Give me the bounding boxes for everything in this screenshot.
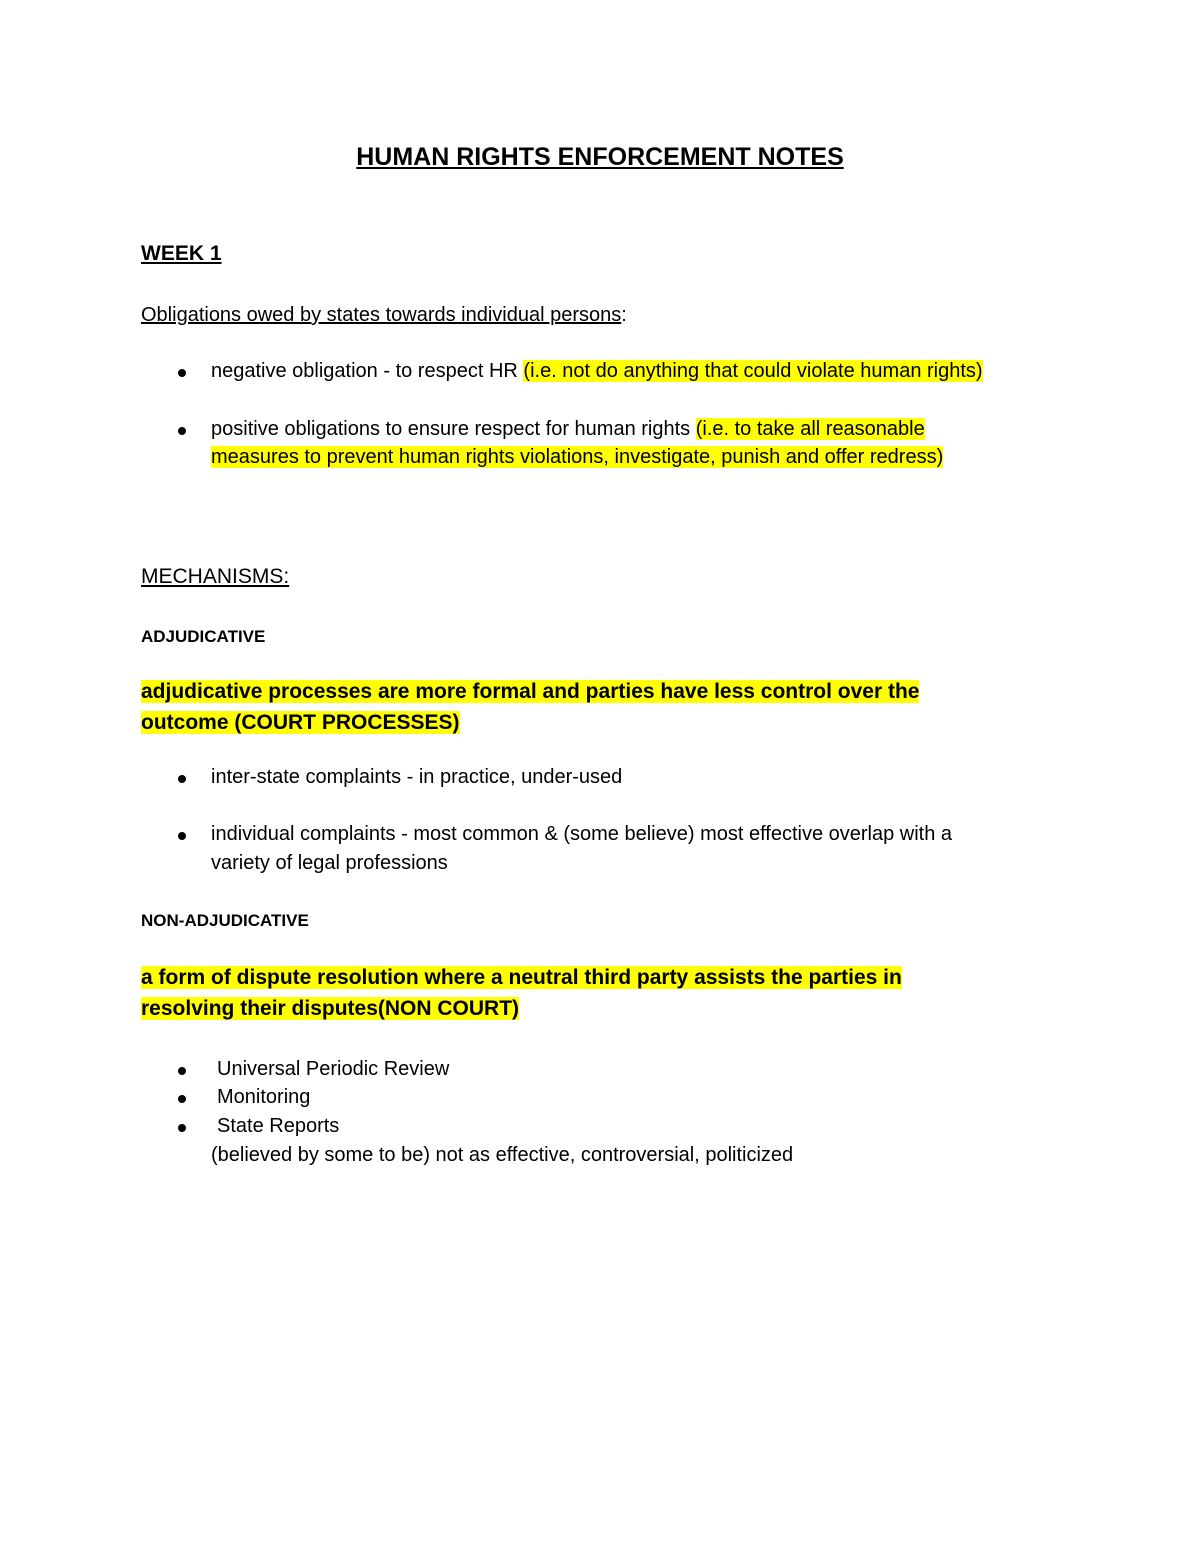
obligation-text: negative obligation - to respect HR	[211, 360, 524, 382]
definition-highlight: a form of dispute resolution where a neutral third party assists the parties in	[141, 966, 902, 989]
obligation-text: positive obligations to ensure respect for human rights	[211, 418, 696, 440]
bullet-dot	[178, 775, 186, 783]
bullet-dot	[178, 1095, 186, 1103]
non-adjudicative-heading: NON-ADJUDICATIVE	[141, 911, 309, 930]
obligation-item-positive	[211, 415, 925, 443]
adjudicative-definition	[141, 676, 919, 707]
adjudicative-definition-continued	[141, 707, 460, 738]
non-adjudicative-definition-continued	[141, 993, 519, 1024]
obligations-heading-colon: :	[621, 304, 627, 326]
adjudicative-heading: ADJUDICATIVE	[141, 627, 266, 646]
obligation-item-positive-continued	[211, 443, 943, 471]
definition-highlight: adjudicative processes are more formal and parties have less control over the	[141, 680, 920, 703]
obligations-heading	[141, 301, 627, 329]
obligations-heading-text: Obligations owed by states towards individual persons	[141, 304, 622, 326]
bullet-dot	[178, 427, 186, 435]
bullet-dot	[178, 1124, 186, 1132]
definition-highlight: outcome (COURT PROCESSES)	[141, 711, 460, 734]
definition-highlight: resolving their disputes(NON COURT)	[141, 997, 520, 1020]
adjudicative-item-continued: variety of legal professions	[211, 852, 448, 874]
bullet-dot	[178, 832, 186, 840]
bullet-dot	[178, 369, 186, 377]
obligation-highlight: (i.e. not do anything that could violate human rights)	[523, 360, 983, 382]
non-adjudicative-item: Universal Periodic Review	[217, 1058, 450, 1080]
adjudicative-item: inter-state complaints - in practice, under-used	[211, 766, 623, 788]
document-title: HUMAN RIGHTS ENFORCEMENT NOTES	[356, 143, 844, 171]
non-adjudicative-item: Monitoring	[217, 1086, 311, 1108]
non-adjudicative-item: State Reports	[217, 1115, 340, 1137]
non-adjudicative-note: (believed by some to be) not as effective, controversial, politicized	[211, 1144, 794, 1166]
obligation-highlight: measures to prevent human rights violations, investigate, punish and offer redress)	[211, 446, 944, 468]
week-heading: WEEK 1	[141, 242, 222, 265]
obligation-item-negative	[211, 357, 983, 385]
non-adjudicative-definition	[141, 962, 902, 993]
mechanisms-heading: MECHANISMS:	[141, 565, 290, 588]
obligation-highlight: (i.e. to take all reasonable	[695, 418, 925, 440]
adjudicative-item: individual complaints - most common & (some believe) most effective overlap with a	[211, 823, 953, 845]
bullet-dot	[178, 1067, 186, 1075]
